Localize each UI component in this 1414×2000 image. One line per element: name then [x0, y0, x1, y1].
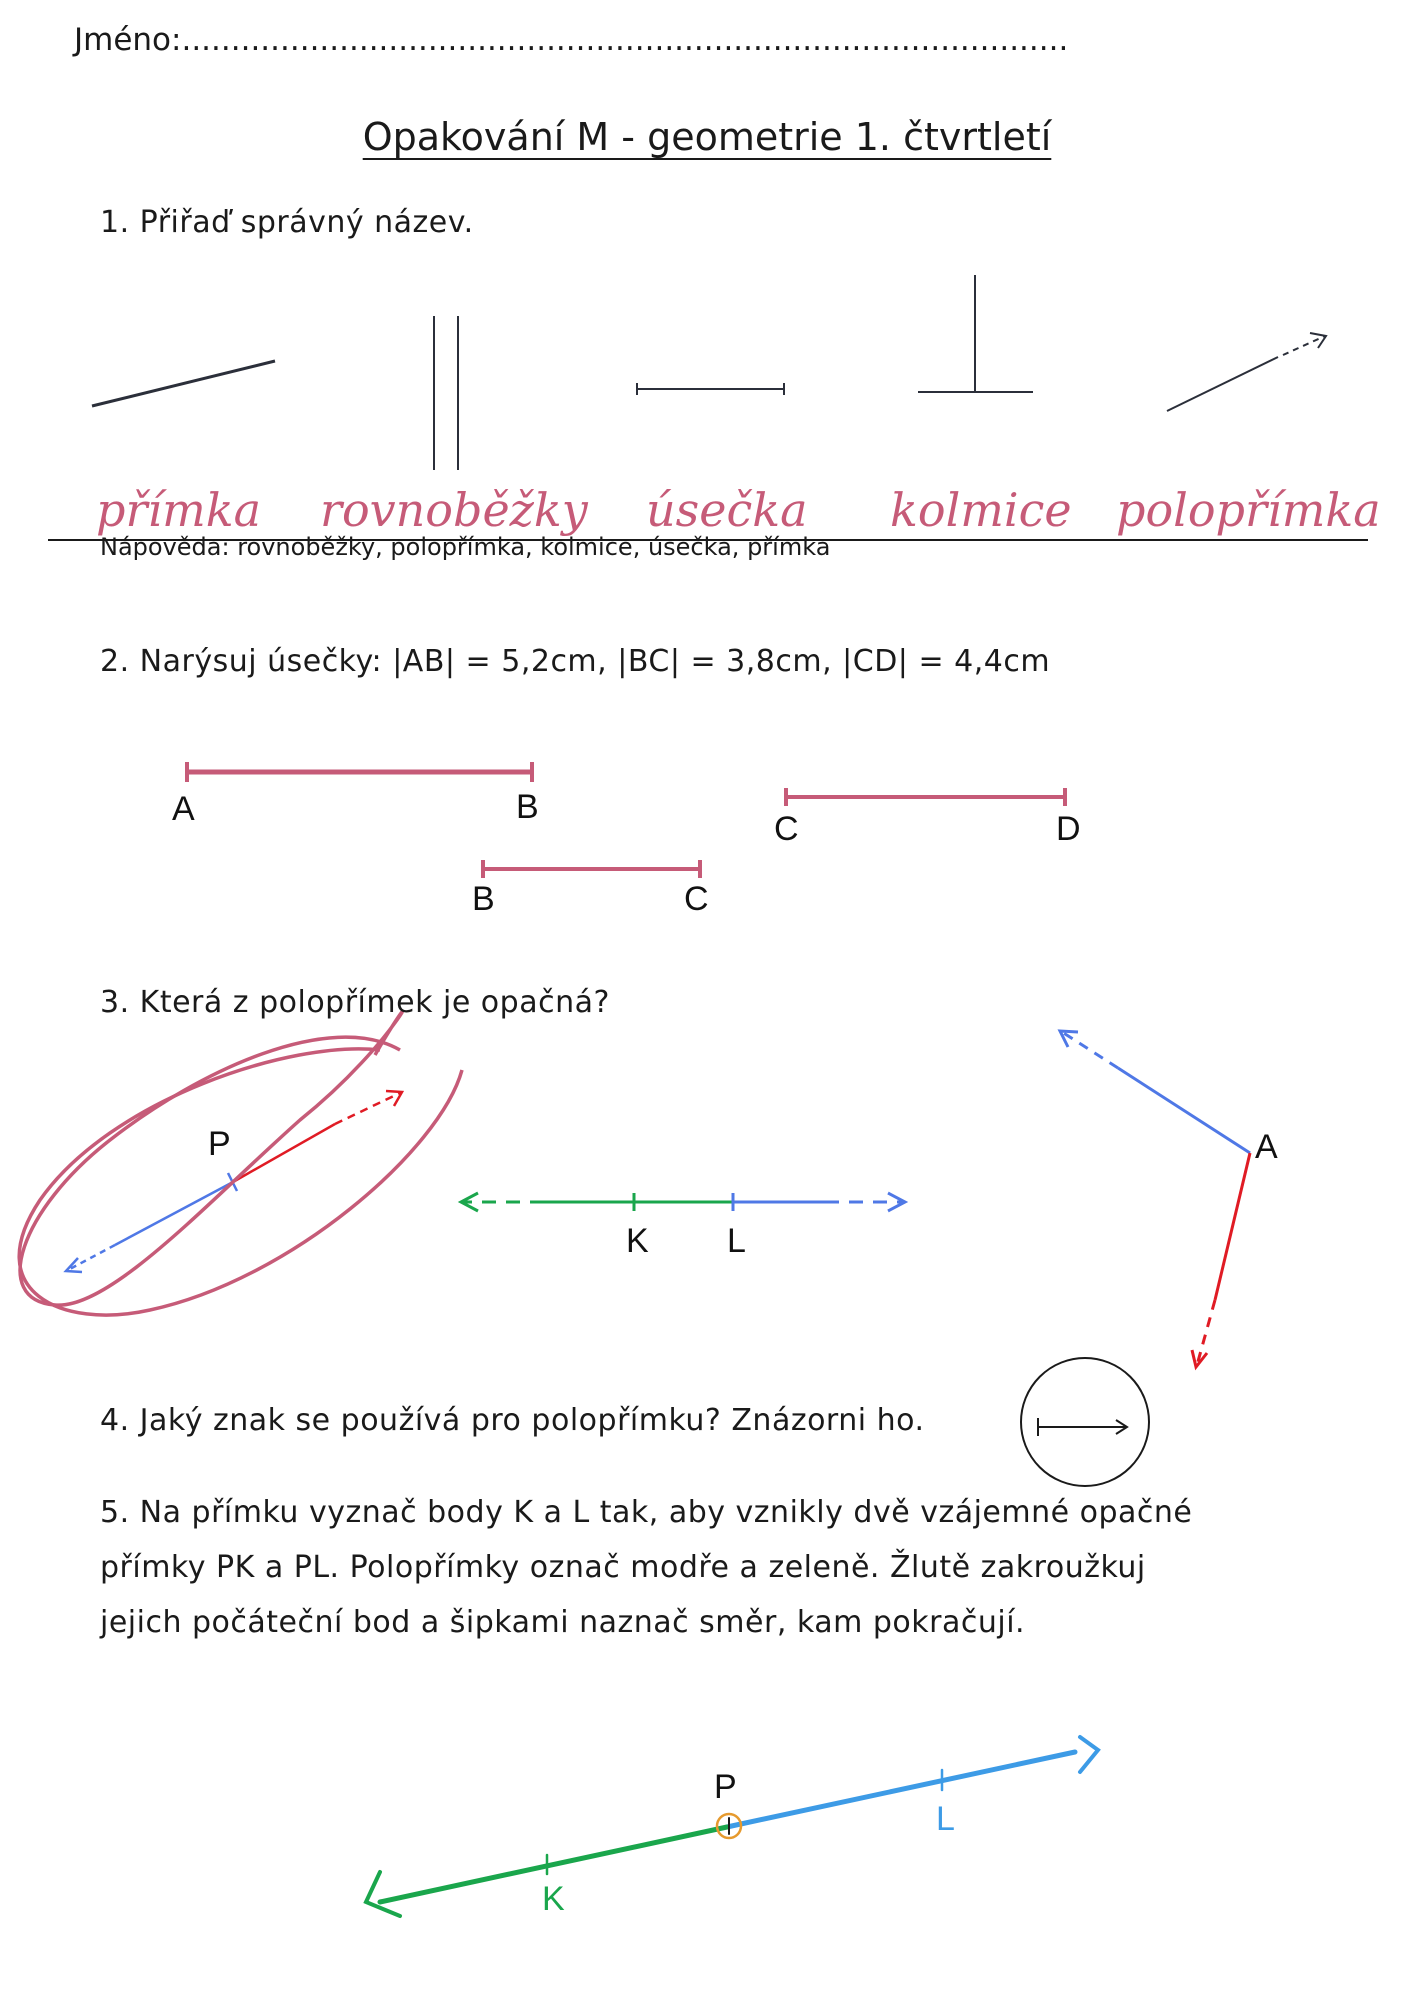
task3-a-rays [1060, 1031, 1250, 1367]
task2-segments [187, 762, 1065, 878]
label-a-ray: A [1255, 1128, 1278, 1166]
label-a: A [172, 790, 195, 828]
label-l5: L [936, 1800, 955, 1838]
task3-prompt: 3. Která z polopřímek je opačná? [100, 985, 610, 1020]
label-b: B [516, 788, 539, 826]
shape-line [92, 361, 275, 406]
label-k: K [626, 1222, 649, 1260]
label-p5: P [714, 1768, 737, 1806]
label-c: C [684, 880, 709, 918]
task4-prompt: 4. Jaký znak se používá pro polopřímku? Znázorni ho. [100, 1403, 925, 1438]
answer-poloprimka: polopřímka [1116, 483, 1381, 537]
task5-line [366, 1737, 1098, 1916]
task1-shapes [92, 275, 1326, 470]
task5-prompt-line1: 5. Na přímku vyznač body K a L tak, aby vznikly dvě vzájemné opačné [100, 1495, 1193, 1530]
answer-rovnobezky: rovnoběžky [320, 483, 588, 537]
task1-hint: Nápověda: rovnoběžky, polopřímka, kolmice, úsečka, přímka [100, 533, 831, 561]
answer-usecka: úsečka [646, 483, 808, 537]
shape-ray [1167, 357, 1278, 411]
label-b2: B [472, 880, 495, 918]
task3-kl-rays [461, 1193, 905, 1211]
symbol-circle [1021, 1358, 1149, 1486]
task5-prompt-line3: jejich počáteční bod a šipkami naznač směr, kam pokračují. [100, 1605, 1026, 1640]
label-p: P [208, 1125, 231, 1163]
task3-opposite-rays [19, 1012, 462, 1315]
task2-prompt: 2. Narýsuj úsečky: |AB| = 5,2cm, |BC| = 3,8cm, |CD| = 4,4cm [100, 644, 1051, 679]
page-title: Opakování M - geometrie 1. čtvrtletí [362, 115, 1052, 159]
name-field-label: Jméno:.......................................................................................... [74, 22, 1069, 58]
task5-prompt-line2: přímky PK a PL. Polopřímky označ modře a zeleně. Žlutě zakroužkuj [100, 1550, 1146, 1585]
label-d: D [1056, 810, 1081, 848]
answer-primka: přímka [96, 483, 262, 537]
task1-prompt: 1. Přiřaď správný název. [100, 205, 474, 240]
label-k5: K [542, 1880, 565, 1918]
ray-symbol [1021, 1358, 1149, 1486]
answer-kolmice: kolmice [890, 483, 1072, 537]
label-l: L [727, 1222, 746, 1260]
label-c2: C [774, 810, 799, 848]
shape-ray-arrowhead [1310, 333, 1326, 348]
